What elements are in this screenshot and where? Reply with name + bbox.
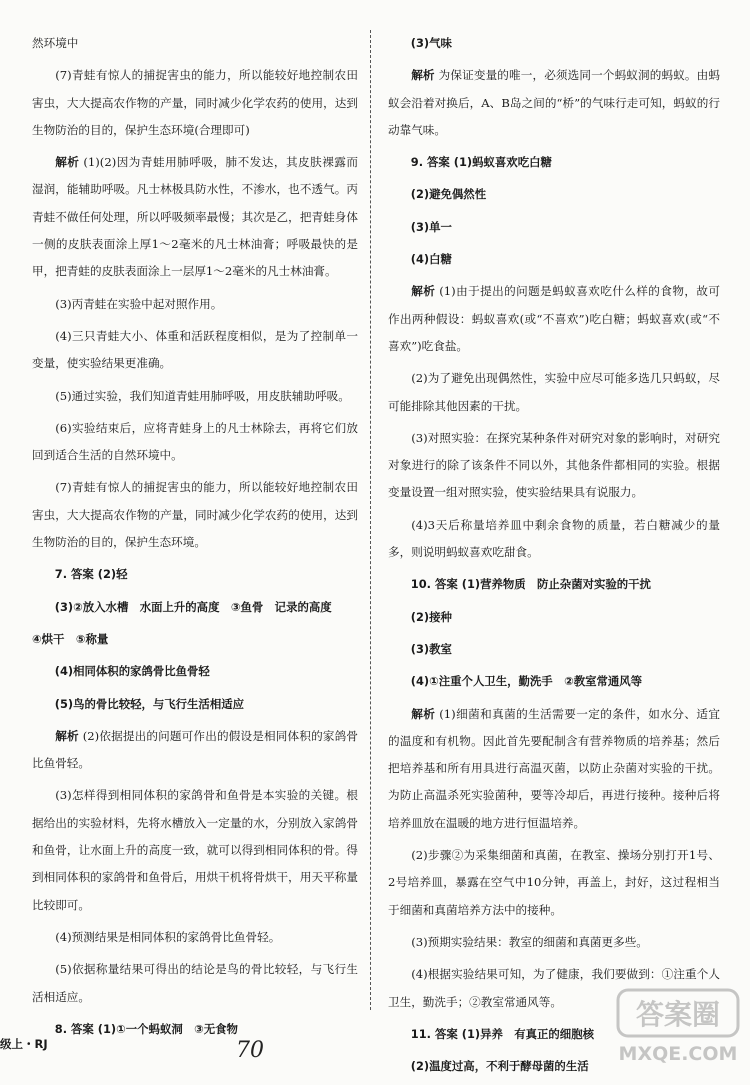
left-paragraph-text: 然环境中 [32,36,79,50]
column-divider [370,30,371,1010]
right-paragraph-text: (1)由于提出的问题是蚂蚁喜欢吃什么样的食物，故可作出两种假设：蚂蚁喜欢(或“不喜欢”)吃白糖；蚂蚁喜欢(或“不喜欢”)吃食盐。 [388,284,720,353]
left-paragraph [32,782,358,918]
right-paragraph-text: (1)蚂蚁喜欢吃白糖 [453,155,552,170]
left-column [32,30,358,1048]
left-paragraph [32,561,358,588]
right-column [388,30,720,1085]
watermark-logo [614,986,742,1070]
left-paragraph [32,30,358,57]
left-paragraph-text: (2)依据提出的问题可作出的假设是相同体积的家鸽骨比鱼骨轻。 [32,728,358,771]
analysis-label: 解析 [411,68,435,83]
right-paragraph-text: (4)①注重个人卫生，勤洗手 ②教室常通风等 [410,674,643,689]
right-paragraph [388,842,720,924]
right-paragraph-text: (2)为了避免出现偶然性，实验中应尽可能多选几只蚂蚁，尽可能排除其他因素的干扰。 [388,371,720,413]
right-paragraph [388,214,720,241]
left-paragraph [32,383,358,410]
right-paragraph-text: (3)单一 [410,219,452,234]
left-paragraph-text: ④烘干 ⑤称量 [32,631,109,646]
analysis-label: 解析 [411,284,436,299]
right-paragraph [388,30,720,57]
left-paragraph-text: (6)实验结束后，应将青蛙身上的凡士林除去，再将它们放回到适合生活的自然环境中。 [32,420,358,463]
left-paragraph [32,323,358,378]
answer-label: 10. 答案 [410,577,458,592]
right-paragraph [388,636,720,663]
right-paragraph-text: (2)步骤②为采集细菌和真菌，在教室、操场分别打开1号、2号培养皿，暴露在空气中10分钟，再盖上，封好，这过程相当于细菌和真菌培养方法中的接种。 [388,848,720,917]
right-paragraph-text: (3)对照实验：在探究某种条件对研究对象的影响时，对研究对象进行的除了该条件不同以外，其他条件都相同的实验。根据变量设置一组对照实验，使实验结果具有说服力。 [388,430,720,500]
right-paragraph [388,246,720,273]
right-paragraph [388,929,720,956]
left-paragraph [32,149,358,285]
watermark-text-url: MXQE.COM [618,1043,738,1065]
right-paragraph [388,701,720,837]
right-paragraph [388,425,720,507]
watermark-text-cn: 答案圈 [635,998,721,1031]
left-paragraph [32,956,358,1011]
right-paragraph-text: (3)预期实验结果：教室的细菌和真菌更多些。 [411,934,648,949]
left-paragraph-text: (5)鸟的骨比较轻，与飞行生活相适应 [54,696,244,711]
answer-label: 9. 答案 [410,155,450,170]
left-paragraph-text: (5)通过实验，我们知道青蛙用肺呼吸，用皮肤辅助呼吸。 [55,388,350,403]
analysis-label: 解析 [55,728,79,743]
right-paragraph-text: (1)细菌和真菌的生活需要一定的条件，如水分、适宜的温度和有机物。因此首先要配制含有营养物质的培养基；然后把培养基和所有用具进行高温灭菌，以防止杂菌对实验的干扰。为防止高温杀死实验菌种，要等冷却后，再进行接种。接种后将培养皿放在温暖的地方进行恒温培养。 [388,706,720,830]
answer-label: 7. 答案 [54,567,94,582]
right-paragraph [388,512,720,567]
right-paragraph [388,181,720,208]
left-paragraph-text: (2)轻 [97,567,128,582]
left-paragraph-text: (5)依据称量结果可得出的结论是鸟的骨比较轻，与飞行生活相适应。 [32,962,358,1004]
left-paragraph [32,626,358,653]
left-paragraph [32,415,358,470]
left-paragraph-text: (3)怎样得到相同体积的家鸽骨和鱼骨是本实验的关键。根据给出的实验材料，先将水槽放入一定量的水，分别放入家鸽骨和鱼骨，让水面上升的高度一致，就可以得到相同体积的骨。得到相同体积的家鸽骨和鱼骨后，用烘干机将骨烘干，用天平称量比较即可。 [32,788,358,912]
left-paragraph [32,594,358,621]
left-paragraph-text: (4)相同体积的家鸽骨比鱼骨轻 [54,664,210,679]
left-paragraph [32,658,358,685]
right-paragraph-text: (2)避免偶然性 [410,187,487,202]
left-paragraph [32,723,358,778]
right-paragraph [388,149,720,176]
right-paragraph [388,278,720,360]
left-paragraph-text: (1)(2)因为青蛙用肺呼吸，肺不发达，其皮肤裸露而湿润，能辅助呼吸。凡士林极具防水性，不渗水，也不透气。丙青蛙不做任何处理，所以呼吸频率最慢；其次是乙，把青蛙身体一侧的皮肤表面涂上厚1～2毫米的凡士林油膏；呼吸最快的是甲，把青蛙的皮肤表面涂上一层厚1～2毫米的凡士林油膏。 [32,155,358,279]
right-paragraph-text: (4)白糖 [410,252,452,267]
page-number: 70 [236,1038,264,1063]
right-paragraph [388,365,720,420]
right-paragraph-text: (1)异养 有真正的细胞核 [461,1026,594,1041]
right-paragraph-text: (3)教室 [410,641,452,656]
left-paragraph-text: (4)三只青蛙大小、体重和活跃程度相似，是为了控制单一变量，使实验结果更准确。 [32,328,358,371]
right-paragraph [388,62,720,144]
answer-label: 8. 答案 [54,1021,94,1036]
left-paragraph-text: (7)青蛙有惊人的捕捉害虫的能力，所以能较好地控制农田害虫，大大提高农作物的产量，同时减少化学农药的使用，达到生物防治的目的，保护生态环境(合理即可) [32,68,358,137]
analysis-label: 解析 [55,155,80,170]
left-paragraph-text: (3)②放入水槽 水面上升的高度 ③鱼骨 记录的高度 [54,599,332,614]
left-paragraph-text: (3)丙青蛙在实验中起对照作用。 [55,296,223,311]
left-paragraph-text: (4)预测结果是相同体积的家鸽骨比鱼骨轻。 [55,929,281,944]
footer-grade-label: 级上・RJ [0,1037,48,1051]
right-paragraph [388,604,720,631]
left-paragraph [32,1016,358,1043]
left-paragraph [32,62,358,144]
left-paragraph [32,924,358,951]
answer-label: 11. 答案 [410,1026,458,1041]
right-paragraph [388,571,720,598]
left-paragraph-text: (1)①一个蚂蚁洞 ③无食物 [97,1021,238,1036]
left-paragraph [32,291,358,318]
right-paragraph-text: 为保证变量的唯一，必须选同一个蚂蚁洞的蚂蚁。由蚂蚁会沿着对换后，A、B岛之间的“桥”的气味行走可知，蚂蚁的行动靠气味。 [388,68,720,137]
right-paragraph-text: (1)营养物质 防止杂菌对实验的干扰 [461,577,651,592]
right-paragraph [388,668,720,695]
right-paragraph-text: (4)根据实验结果可知，为了健康，我们要做到：①注重个人卫生，勤洗手；②教室常通风等。 [388,967,720,1009]
right-paragraph-text: (3)气味 [410,36,452,50]
right-paragraph-text: (2)温度过高，不利于酵母菌的生活 [410,1059,589,1074]
left-paragraph-text: (7)青蛙有惊人的捕捉害虫的能力，所以能较好地控制农田害虫，大大提高农作物的产量，同时减少化学农药的使用，达到生物防治的目的，保护生态环境。 [32,480,358,550]
left-paragraph [32,691,358,718]
analysis-label: 解析 [411,706,436,721]
right-paragraph-text: (2)接种 [410,609,452,624]
right-paragraph-text: (4)3天后称量培养皿中剩余食物的质量，若白糖减少的量多，则说明蚂蚁喜欢吃甜食。 [388,517,720,560]
left-paragraph [32,474,358,556]
